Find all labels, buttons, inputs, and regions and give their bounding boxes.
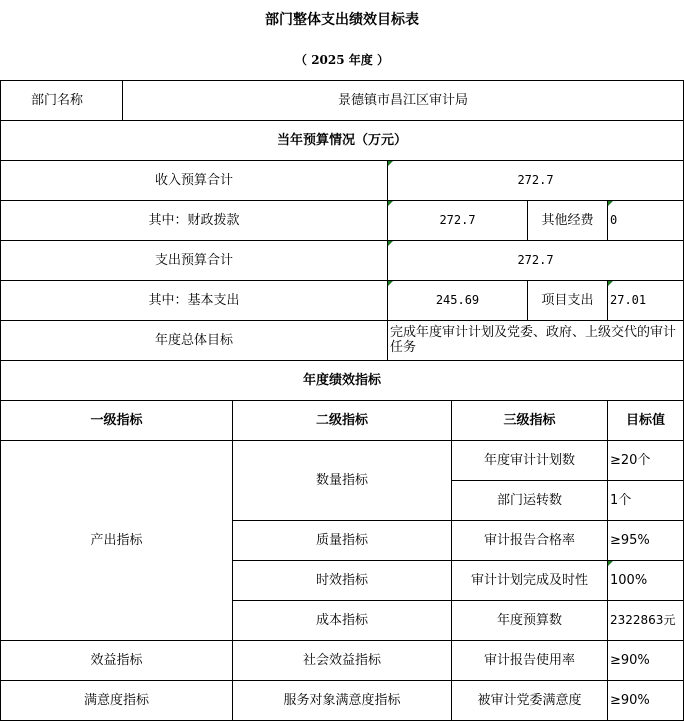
project-expense-label: 项目支出 (541, 293, 594, 308)
header-target: 目标值 (625, 413, 665, 428)
target-cell: ≥90% (610, 693, 650, 708)
page-title: 部门整体支出绩效目标表 (265, 12, 419, 28)
level1-output: 产出指标 (90, 533, 143, 548)
target-cell: ≥90% (610, 653, 650, 668)
level2-social-benefit: 社会效益指标 (302, 653, 381, 668)
level3-cell: 审计报告使用率 (483, 653, 575, 668)
level3-cell: 审计报告合格率 (483, 533, 575, 548)
expense-total-value: 272.7 (517, 253, 554, 267)
target-cell: 1个 (610, 493, 632, 508)
header-level3: 三级指标 (503, 413, 556, 428)
level3-cell: 部门运转数 (496, 493, 562, 508)
basic-expense-label: 其中：基本支出 (148, 293, 240, 308)
income-total-label: 收入预算合计 (154, 173, 233, 188)
level2-timeliness: 时效指标 (315, 573, 368, 588)
level3-cell: 年度预算数 (496, 613, 562, 628)
income-total-value: 272.7 (517, 173, 554, 187)
header-level2: 二级指标 (315, 413, 368, 428)
annual-goal-value: 完成年度审计计划及党委、政府、上级交代的审计任务 (390, 325, 677, 355)
level2-service-satisfaction: 服务对象满意度指标 (283, 693, 401, 708)
finance-value: 272.7 (439, 213, 476, 227)
header-level1: 一级指标 (90, 413, 143, 428)
level2-quantity: 数量指标 (315, 473, 368, 488)
level1-benefit: 效益指标 (90, 653, 143, 668)
other-funds-value: 0 (610, 213, 618, 227)
level3-cell: 被审计党委满意度 (477, 693, 582, 708)
target-cell: 100% (610, 573, 648, 588)
level2-cost: 成本指标 (315, 613, 368, 628)
finance-label: 其中：财政拨款 (148, 213, 240, 228)
level3-cell: 年度审计计划数 (483, 453, 575, 468)
level3-cell: 审计计划完成及时性 (470, 573, 588, 588)
indicators-section-title: 年度绩效指标 (302, 373, 381, 388)
level1-satisfaction: 满意度指标 (83, 693, 149, 708)
department-name: 景德镇市昌江区审计局 (337, 93, 468, 108)
target-cell: 2322863元 (610, 613, 676, 627)
expense-total-label: 支出预算合计 (154, 253, 233, 268)
target-cell: ≥95% (610, 533, 650, 548)
other-funds-label: 其他经费 (541, 213, 594, 228)
level2-quality: 质量指标 (315, 533, 368, 548)
department-label: 部门名称 (31, 93, 84, 108)
annual-goal-label: 年度总体目标 (154, 333, 233, 348)
basic-expense-value: 245.69 (435, 293, 480, 307)
budget-section-title: 当年预算情况（万元） (276, 133, 407, 148)
target-cell: ≥20个 (610, 453, 651, 468)
year-label: （ 2025 年度 ） (295, 53, 389, 67)
project-expense-value: 27.01 (610, 293, 647, 307)
